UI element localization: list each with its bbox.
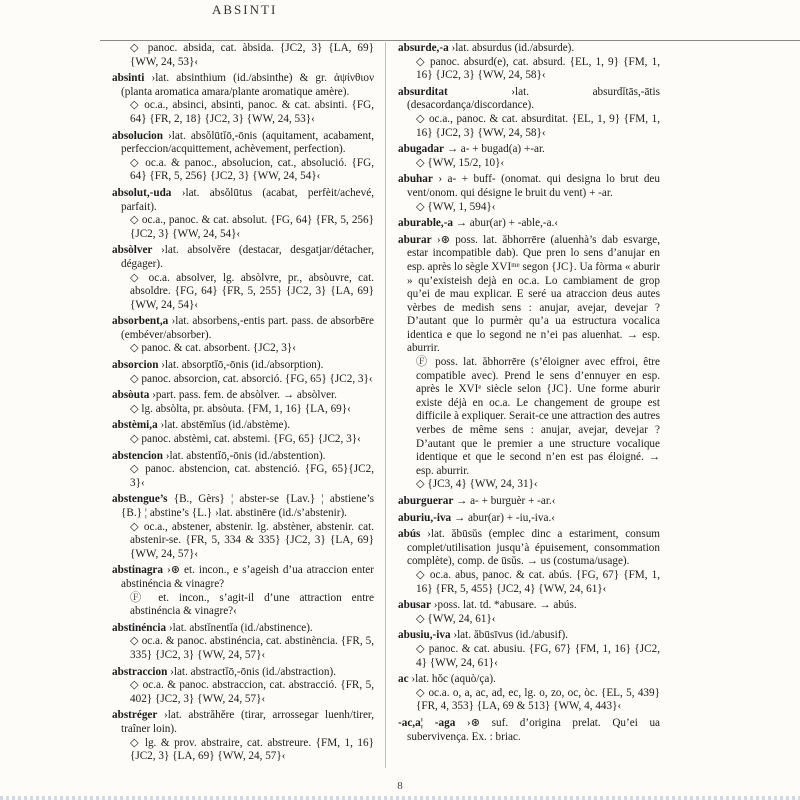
dictionary-entry [398,234,660,492]
entry-etymology: › a- + buff- (onomat. qui designa lo brut deu vent/onom. qui désigne le bruit du vent) + -ar. [407,173,660,199]
entry-etymology: ›lat. absinthium (id./absinthe) & gr. ἀψίνθιον (planta aromatica amara/plante aromatique amère). [121,72,374,98]
dictionary-entry [112,389,374,416]
dictionary-entry [398,143,660,170]
entry-etymology: ›lat. absolvĕre (destacar, desgatjar/détacher, dégager). [121,244,374,270]
entry-subline: ◇ oc.a. & panoc. abstinéncia, cat. abstinència. {FR, 5, 335} {JC2, 3} {WW, 24, 57}‹ [130,635,374,661]
entry-etymology: → a- + burguèr + -ar.‹ [453,495,556,507]
entry-etymology: ›part. pass. fem. de absòlver. → absòlver. [149,389,337,402]
dictionary-entry [398,512,660,526]
entry-headword: ac [398,673,409,686]
entry-headword: absinti [112,72,145,85]
entry-headword: absòuta [112,389,150,402]
entry-etymology: ›lat. abstēmĭus (id./abstème). [157,419,291,432]
dictionary-entry [112,315,374,356]
running-head: ABSINTI [212,2,278,17]
running-head-band [100,0,800,41]
entry-etymology: ›lat. absurdĭtās,-ātis (desacordança/discordance). [407,85,660,112]
entry-etymology: ›lat. abstrăhĕre (tirar, arrossegar luenh/tirer, traîner loin). [121,709,374,735]
entry-subline: ◇ oc.a. & panoc., absolucion, cat., absolució. {FG, 64} {FR, 5, 256} {JC2, 3} {WW, 24, 54}‹ [130,156,374,183]
entry-subline: ◇ panoc. absida, cat. àbsida. {JC2, 3} {LA, 69} {WW, 24, 53}‹ [130,42,374,68]
page-number: 8 [397,780,403,792]
dictionary-entry [398,599,660,626]
entry-etymology: ›lat. absŏlūtĭō,-ōnis (aquitament, acabament, perfeccion/acquittement, achèvement, perfection). [121,129,374,156]
dictionary-entry [398,86,660,140]
entry-etymology: {B., Gèrs} ¦ abster-se {Lav.} ¦ abstiene’s {B.} ¦ abstine’s {L.} ›lat. abstinēre (id./s’abstenir). [121,493,374,519]
entry-subline: ◇ oc.a., panoc. & cat. absolut. {FG, 64} {FR, 5, 256} {JC2, 3} {WW, 24, 54}‹ [130,214,374,240]
entry-headword: abusar [398,599,431,612]
dictionary-entry [112,493,374,561]
entry-headword: absurde,-a [398,42,449,54]
entry-headword: aburguerar [398,495,454,507]
page-edge [0,796,800,800]
entry-etymology: → a- + bugad(a) +-ar. [444,143,545,156]
entry-subline: ◇ oc.a., absinci, absinti, panoc. & cat. absinti. {FG, 64} {FR, 2, 18} {JC2, 3} {WW, 24, 53}‹ [130,99,374,125]
dictionary-entry [112,666,374,707]
dictionary-entry [398,629,660,670]
entry-etymology: ›lat. abstentĭō,-ōnis (id./abstention). [162,449,326,462]
dictionary-entry [398,217,660,231]
entry-subline: ◇ panoc. absurd(e), cat. absurd. {EL, 1, 9} {FM, 1, 16} {JC2, 3} {WW, 24, 58}‹ [416,55,660,82]
entry-headword: aburiu,-iva [398,511,452,524]
entry-subline: ◇ oc.a. absolver, lg. absòlvre, pr., absòuvre, cat. absoldre. {FG, 64} {FR, 5, 255} {JC2, 3} {LA, 69} {WW, 24, 54}‹ [130,271,374,311]
entry-headword: abstraccion [112,665,168,678]
entry-headword: abusiu,-iva [398,629,451,642]
entry-headword: absurditat [398,85,448,98]
entry-headword: abstinéncia [112,621,167,634]
dictionary-entry [398,528,660,596]
right-column [398,42,660,747]
entry-etymology: ›lat. absurdus (id./absurde). [448,42,575,54]
entry-headword: abugadar [398,143,445,156]
dictionary-entry [398,673,660,714]
entry-subline: ◇ oc.a., panoc. & cat. absurditat. {EL, 1, 9} {FM, 1, 16} {JC2, 3} {WW, 24, 58}‹ [416,112,660,139]
entry-headword: aburar [398,233,432,246]
entry-etymology: → abur(ar) + -able,-a.‹ [453,217,559,230]
entry-subline: ◇ {WW, 15/2, 10}‹ [416,156,505,169]
entry-headword: absolucion [112,129,163,142]
entry-headword: abstencion [112,449,163,462]
dictionary-entry [398,173,660,214]
dictionary-entry [112,450,374,491]
entry-subline: ◇ panoc. abstencion, cat. abstenció. {FG, 65}{JC2, 3}‹ [130,463,374,489]
dictionary-entry [398,717,660,744]
dictionary-entry [112,359,374,386]
entry-headword: abstèmi,a [112,419,158,432]
entry-subline: ◇ {WW, 1, 594}‹ [416,200,496,213]
entry-subline: ◇ {WW, 24, 61}‹ [416,612,496,625]
dictionary-entry [398,495,660,509]
dictionary-entry [112,622,374,663]
entry-headword: abuhar [398,173,433,186]
entry-headword: abstinagra [112,564,163,577]
entry-subline: ◇ panoc. absorcion, cat. absorció. {FG, 65} {JC2, 3}‹ [130,372,373,385]
dictionary-entry [112,187,374,241]
entry-headword: abstréger [112,709,158,722]
entry-etymology: ›lat. ăbūsŭs (emplec dinc a estariment, consum complet/utilisation jusqu’à épuisement, consommation complète), comp. de ūsŭs. → us (costuma/usage). [407,528,660,568]
left-column [112,42,374,767]
entry-etymology: ›⊛ suf. d’origina prelat. Qu’ei ua subervivença. Ex. : briac. [407,716,660,743]
entry-subline: ◇ oc.a., abstener, abstenir. lg. abstèner, abstenir. cat. abstenir-se. {FR, 5, 334 & 335} {JC2, 3} {LA, 69} {WW, 24, 57}‹ [130,520,374,560]
entry-etymology: → abur(ar) + -iu,-iva.‹ [451,511,556,524]
column-divider [385,42,386,768]
entry-etymology: ›lat. absorbens,-entis part. pass. de absorbēre (embéver/absorber). [121,315,374,341]
entry-etymology: ›⊛ poss. lat. ăbhorrēre (aluenhà’s dab esvarge, estar incompatible dab). Que pren lo sens d’anujar en esp. après lo sègle XVIᵐᵉ segon {JC}. Ua fòrma « aburir » qu’existeish dejà en oc.a. Lo cambiament de grop qu’ei de mau explicar. E seré ua atraccion deus autes vèrbes de medish sens : anujar, avejar, devejar ? D’autant que lo purmèr qu’a ua estructura vocalica identica e que lo segond ne n’ei pas aluenhat. → esp. aburrir. [407,233,660,355]
entry-subline: ◇ oc.a. o, a, ac, ad, ec, lg. o, zo, oc, òc. {EL, 5, 439} {FR, 4, 353} {LA, 69 & 513} {WW, 4, 443}‹ [416,686,660,713]
entry-headword: absorcion [112,359,159,372]
entry-headword: abstengue’s [112,493,168,506]
dictionary-entry [112,419,374,446]
entry-subline: Ⓕ poss. lat. ăbhorrēre (s’éloigner avec effroi, être compatible avec). Prend le sens d’ennuyer en esp. après le XVIᵉ siècle selon {JC}. Une forme aburir existe déjà en oc.a. Le changement de groupe est difficile à expliquer. Serait-ce une attraction des autres verbes de même sens : anujar, avejar, devejar ? D’autant que le premier a une structure vocalique identique et que le second n’en est pas éloigné. → esp. aburrir. [416,356,660,477]
dictionary-entry [112,564,374,618]
entry-etymology: ›lat. hŏc (aquò/ça). [408,673,496,686]
entry-etymology: ›⊛ et. incon., e s’ageish d’ua atraccion enter abstinéncia & vinagre? [121,564,374,590]
dictionary-entry [112,130,374,184]
entry-subline: ◇ panoc. & cat. abusiu. {FG, 67} {FM, 1, 16} {JC2, 4} {WW, 24, 61}‹ [416,642,660,669]
entry-etymology: ›poss. lat. td. *abusare. → abús. [430,599,577,612]
entry-subline: Ⓕ et. incon., s’agit-il d’une attraction entre abstinéncia & vinagre?‹ [130,591,374,618]
dictionary-entry [112,42,374,69]
entry-subline: ◇ panoc. abstèmi, cat. abstemi. {FG, 65} {JC2, 3}‹ [130,433,361,446]
entry-subline: ◇ lg. absòlta, pr. absòuta. {FM, 1, 16} {LA, 69}‹ [130,402,351,415]
entry-headword: aburable,-a [398,217,454,230]
entry-headword: absorbent,a [112,315,169,328]
dictionary-entry [398,42,660,83]
entry-headword: absolut,-uda [112,186,172,199]
entry-headword: absòlver [112,244,153,257]
entry-subline: ◇ oc.a. & panoc. abstraccion, cat. abstracció. {FR, 5, 402} {JC2, 3} {WW, 24, 57}‹ [130,679,374,705]
entry-subline: ◇ panoc. & cat. absorbent. {JC2, 3}‹ [130,342,296,355]
entry-etymology: ›lat. abstĭnentĭa (id./abstinence). [166,621,313,634]
entry-etymology: ›lat. abstractĭō,-ōnis (id./abstraction). [167,665,337,678]
dictionary-entry [112,709,374,763]
entry-etymology: ›lat. absorptĭō,-ōnis (id./absorption). [158,359,324,372]
entry-subline: ◇ lg. & prov. abstraire, cat. abstreure. {FM, 1, 16} {JC2, 3} {LA, 69} {WW, 24, 57}‹ [130,736,374,763]
entry-headword: abús [398,528,421,541]
entry-headword: -ac,a¦ -aga [398,716,456,729]
dictionary-entry [112,72,374,126]
entry-subline: ◇ oc.a. abus, panoc. & cat. abús. {FG, 67} {FM, 1, 16} {FR, 5, 455} {JC2, 4} {WW, 24, 61}‹ [416,568,660,595]
dictionary-entry [112,244,374,312]
entry-subline: ◇ {JC3, 4} {WW, 24, 31}‹ [416,478,538,491]
entry-etymology: ›lat. absŏlūtus (acabat, perfèit/achevé, parfait). [121,186,374,213]
entry-etymology: ›lat. ăbūsīvus (id./abusif). [450,629,568,642]
